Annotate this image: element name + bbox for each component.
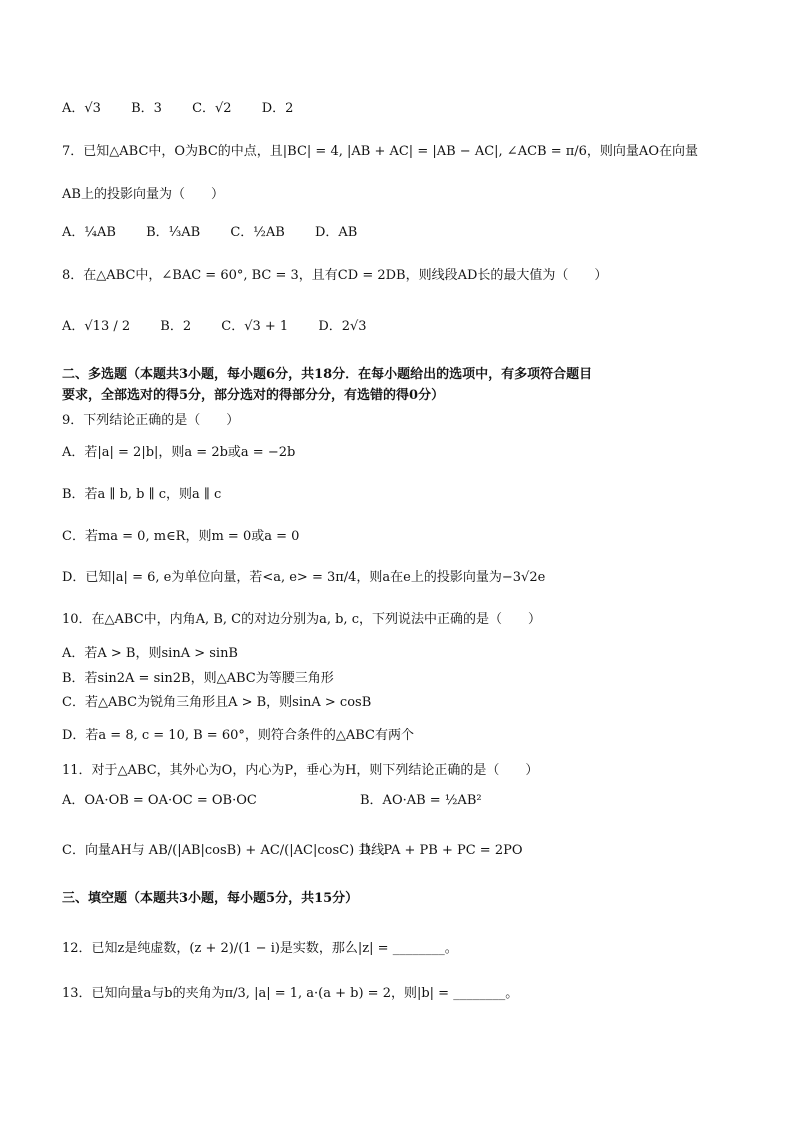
q7-option-b: B．⅓AB <box>146 225 201 240</box>
q8-option-b: B．2 <box>160 319 192 334</box>
q11-option-d: D．PA + PB + PC = 2PO <box>360 843 523 858</box>
q10-option-c: C．若△ABC为锐角三角形且A > B，则sinA > cosB <box>62 695 372 710</box>
section2-title-line2: 要求，全部选对的得5分，部分选对的得部分分，有选错的得0分） <box>62 388 445 403</box>
q11-stem: 11．对于△ABC，其外心为O，内心为P，垂心为H，则下列结论正确的是（ ） <box>62 763 539 778</box>
q11-option-c: C．向量AH与 AB/(|AB|cosB) + AC/(|AC|cosC) 共线 <box>62 843 385 858</box>
q7-option-c: C．½AB <box>230 225 285 240</box>
q6-option-d: D．2 <box>261 101 294 116</box>
q13: 13．已知向量a与b的夹角为π/3, |a| = 1, a·(a + b) = 2，则|b| = ________。 <box>62 986 519 1001</box>
q6-option-c: C．√2 <box>192 101 232 116</box>
section2-title-line1: 二、多选题（本题共3小题，每小题6分，共18分．在每小题给出的选项中，有多项符合题目 <box>62 367 593 382</box>
q8-option-a: A．√13 / 2 <box>62 319 131 334</box>
q8-option-d: D．2√3 <box>318 319 367 334</box>
q9-option-c: C．若ma = 0, m∈R，则m = 0或a = 0 <box>62 529 300 544</box>
section3-title: 三、填空题（本题共3小题，每小题5分，共15分） <box>62 891 359 906</box>
q9-option-d: D．已知|a| = 6, e为单位向量，若<a, e> = 3π/4，则a在e上的投影向量为−3√2e <box>62 570 546 585</box>
q10-stem: 10．在△ABC中，内角A, B, C的对边分别为a, b, c，下列说法中正确的是（ ） <box>62 612 541 627</box>
q11-option-a: A．OA·OB = OA·OC = OB·OC <box>62 793 257 808</box>
q6-option-b: B．3 <box>131 101 162 116</box>
q7-stem-line2: AB上的投影向量为（ ） <box>62 187 224 202</box>
q10-option-a: A．若A > B，则sinA > sinB <box>62 646 238 661</box>
q12: 12．已知z是纯虚数，(z + 2)/(1 − i)是实数，那么|z| = ________。 <box>62 941 458 956</box>
q11-option-b: B．AO·AB = ½AB² <box>360 793 482 808</box>
q10-option-d: D．若a = 8, c = 10, B = 60°，则符合条件的△ABC有两个 <box>62 728 414 743</box>
q8-stem: 8．在△ABC中，∠BAC = 60°, BC = 3，且有CD = 2DB，则线段AD长的最大值为（ ） <box>62 268 608 283</box>
q8-option-c: C．√3 + 1 <box>221 319 289 334</box>
q7-options <box>62 224 383 242</box>
q6-options <box>62 100 319 118</box>
q9-option-b: B．若a ∥ b, b ∥ c，则a ∥ c <box>62 487 222 502</box>
q9-option-a: A．若|a| = 2|b|，则a = 2b或a = −2b <box>62 445 296 460</box>
q7-stem-line1: 7．已知△ABC中，O为BC的中点，且|BC| = 4, |AB + AC| = |AB − AC|, ∠ACB = π/6，则向量AO在向量 <box>62 144 698 159</box>
q7-option-d: D．AB <box>314 225 358 240</box>
q8-options <box>62 318 393 336</box>
q10-option-b: B．若sin2A = sin2B，则△ABC为等腰三角形 <box>62 671 334 686</box>
q6-option-a: A．√3 <box>62 101 101 116</box>
q7-option-a: A．¼AB <box>62 225 116 240</box>
q9-stem: 9．下列结论正确的是（ ） <box>62 413 240 428</box>
